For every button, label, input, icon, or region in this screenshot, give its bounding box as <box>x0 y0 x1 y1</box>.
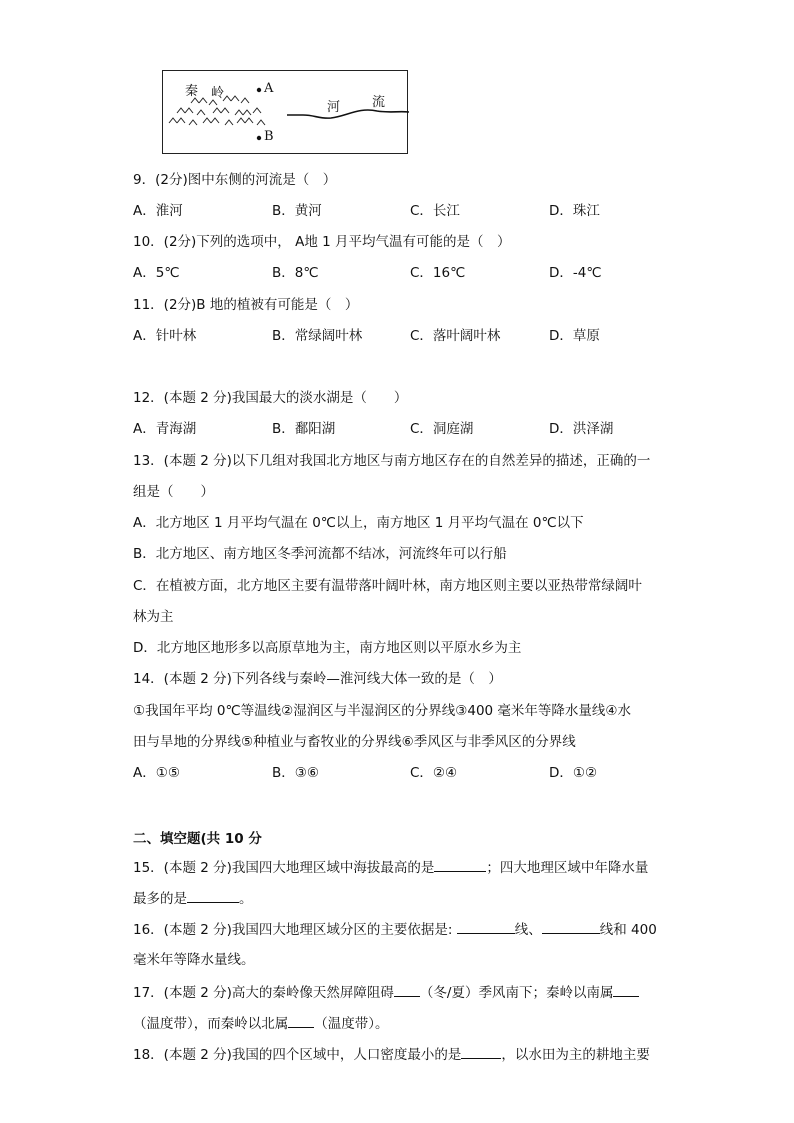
q14-option-b[interactable]: B．③⑥ <box>272 765 319 781</box>
question-12-stem: 12．(本题 2 分)我国最大的淡水湖是（ ） <box>133 390 408 406</box>
q18-text-b: ，以水田为主的耕地主要 <box>501 1047 650 1063</box>
question-15-line-2 <box>133 888 253 909</box>
q15-text-b: ；四大地理区域中年降水量 <box>486 860 649 876</box>
q13-option-a[interactable]: A．北方地区 1 月平均气温在 0℃以上，南方地区 1 月平均气温在 0℃以下 <box>133 515 584 531</box>
q12-option-b[interactable]: B．鄱阳湖 <box>272 421 336 437</box>
question-14-items-line-2: 田与旱地的分界线⑤种植业与畜牧业的分界线⑥季风区与非季风区的分界线 <box>133 734 576 750</box>
q11-option-c[interactable]: C．落叶阔叶林 <box>410 328 501 344</box>
q13-option-d[interactable]: D．北方地区地形多以高原草地为主，南方地区则以平原水乡为主 <box>133 640 522 656</box>
q16-blank-1[interactable] <box>457 919 515 934</box>
q14-option-d[interactable]: D．①② <box>549 765 598 781</box>
question-17-line-2 <box>133 1013 389 1034</box>
question-15-line-1 <box>133 857 648 878</box>
q17-text-a: 17．(本题 2 分)高大的秦岭像天然屏障阻碍 <box>133 985 394 1001</box>
map-label-he: 河 <box>327 100 341 115</box>
q17-blank-2[interactable] <box>613 982 639 997</box>
q10-option-b[interactable]: B．8℃ <box>272 265 319 281</box>
q17-blank-3[interactable] <box>288 1013 314 1028</box>
q13-option-c-line-1[interactable]: C．在植被方面，北方地区主要有温带落叶阔叶林，南方地区则主要以亚热带常绿阔叶 <box>133 578 642 594</box>
question-14-items-line-1: ①我国年平均 0℃等温线②湿润区与半湿润区的分界线③400 毫米年等降水量线④水 <box>133 703 632 719</box>
question-13-stem-line-2: 组是（ ） <box>133 484 214 500</box>
q18-blank-1[interactable] <box>461 1044 501 1059</box>
q14-option-c[interactable]: C．②④ <box>410 765 458 781</box>
q11-option-a[interactable]: A．针叶林 <box>133 328 197 344</box>
q10-option-d[interactable]: D．-4℃ <box>549 265 602 281</box>
q10-option-a[interactable]: A．5℃ <box>133 265 180 281</box>
q14-option-a[interactable]: A．①⑤ <box>133 765 180 781</box>
question-13-stem-line-1: 13．(本题 2 分)以下几组对我国北方地区与南方地区存在的自然差异的描述，正确的一 <box>133 453 651 469</box>
question-16-line-2: 毫米年等降水量线。 <box>133 952 255 968</box>
q9-option-d[interactable]: D．珠江 <box>549 203 600 219</box>
q16-text-a: 16．(本题 2 分)我国四大地理区域分区的主要依据是: <box>133 922 457 938</box>
question-14-stem: 14．(本题 2 分)下列各线与秦岭—淮河线大体一致的是（ ） <box>133 671 502 687</box>
point-b-dot <box>257 136 261 140</box>
q15-blank-1[interactable] <box>434 857 486 872</box>
section-2-heading: 二、填空题(共 10 分 <box>133 831 262 847</box>
question-16-line-1 <box>133 919 657 940</box>
q12-option-a[interactable]: A．青海湖 <box>133 421 197 437</box>
q15-blank-2[interactable] <box>187 888 239 903</box>
q15-text-c: 最多的是 <box>133 891 187 907</box>
map-label-b: B <box>264 129 274 144</box>
q17-text-b: （冬/夏）季风南下；秦岭以南属 <box>419 985 614 1001</box>
question-18-line-1 <box>133 1044 650 1065</box>
q9-option-a[interactable]: A．淮河 <box>133 203 183 219</box>
q9-option-c[interactable]: C．长江 <box>410 203 460 219</box>
qinling-map-figure <box>162 70 408 154</box>
question-9-stem: 9．(2分)图中东侧的河流是（ ） <box>133 172 337 188</box>
q13-option-c-line-2[interactable]: 林为主 <box>133 609 174 625</box>
q11-option-d[interactable]: D．草原 <box>549 328 600 344</box>
q11-option-b[interactable]: B．常绿阔叶林 <box>272 328 363 344</box>
mountain-symbols-icon <box>163 71 409 155</box>
map-label-liu: 流 <box>372 95 386 110</box>
q17-text-d: （温度带）。 <box>314 1016 389 1032</box>
map-label-qin: 秦 <box>185 84 199 99</box>
q18-text-a: 18．(本题 2 分)我国的四个区域中，人口密度最小的是 <box>133 1047 462 1063</box>
q17-text-c: （温度带），而秦岭以北属 <box>133 1016 289 1032</box>
map-label-ling: 岭 <box>211 86 225 101</box>
q16-blank-2[interactable] <box>542 919 600 934</box>
q12-option-d[interactable]: D．洪泽湖 <box>549 421 614 437</box>
q15-text-d: 。 <box>239 891 253 907</box>
map-label-a: A <box>264 81 274 96</box>
question-11-stem: 11．(2分)B 地的植被有可能是（ ） <box>133 297 359 313</box>
q16-text-c: 线和 400 <box>599 922 657 938</box>
question-17-line-1 <box>133 982 639 1003</box>
q10-option-c[interactable]: C．16℃ <box>410 265 466 281</box>
q15-text-a: 15．(本题 2 分)我国四大地理区域中海拔最高的是 <box>133 860 435 876</box>
river-line <box>287 110 409 118</box>
q12-option-c[interactable]: C．洞庭湖 <box>410 421 474 437</box>
q17-blank-1[interactable] <box>394 982 420 997</box>
q16-text-b: 线、 <box>514 922 542 938</box>
q13-option-b[interactable]: B．北方地区、南方地区冬季河流都不结冰，河流终年可以行船 <box>133 546 507 562</box>
q9-option-b[interactable]: B．黄河 <box>272 203 322 219</box>
point-a-dot <box>257 88 261 92</box>
question-10-stem: 10．(2分)下列的选项中， A地 1 月平均气温有可能的是（ ） <box>133 234 511 250</box>
